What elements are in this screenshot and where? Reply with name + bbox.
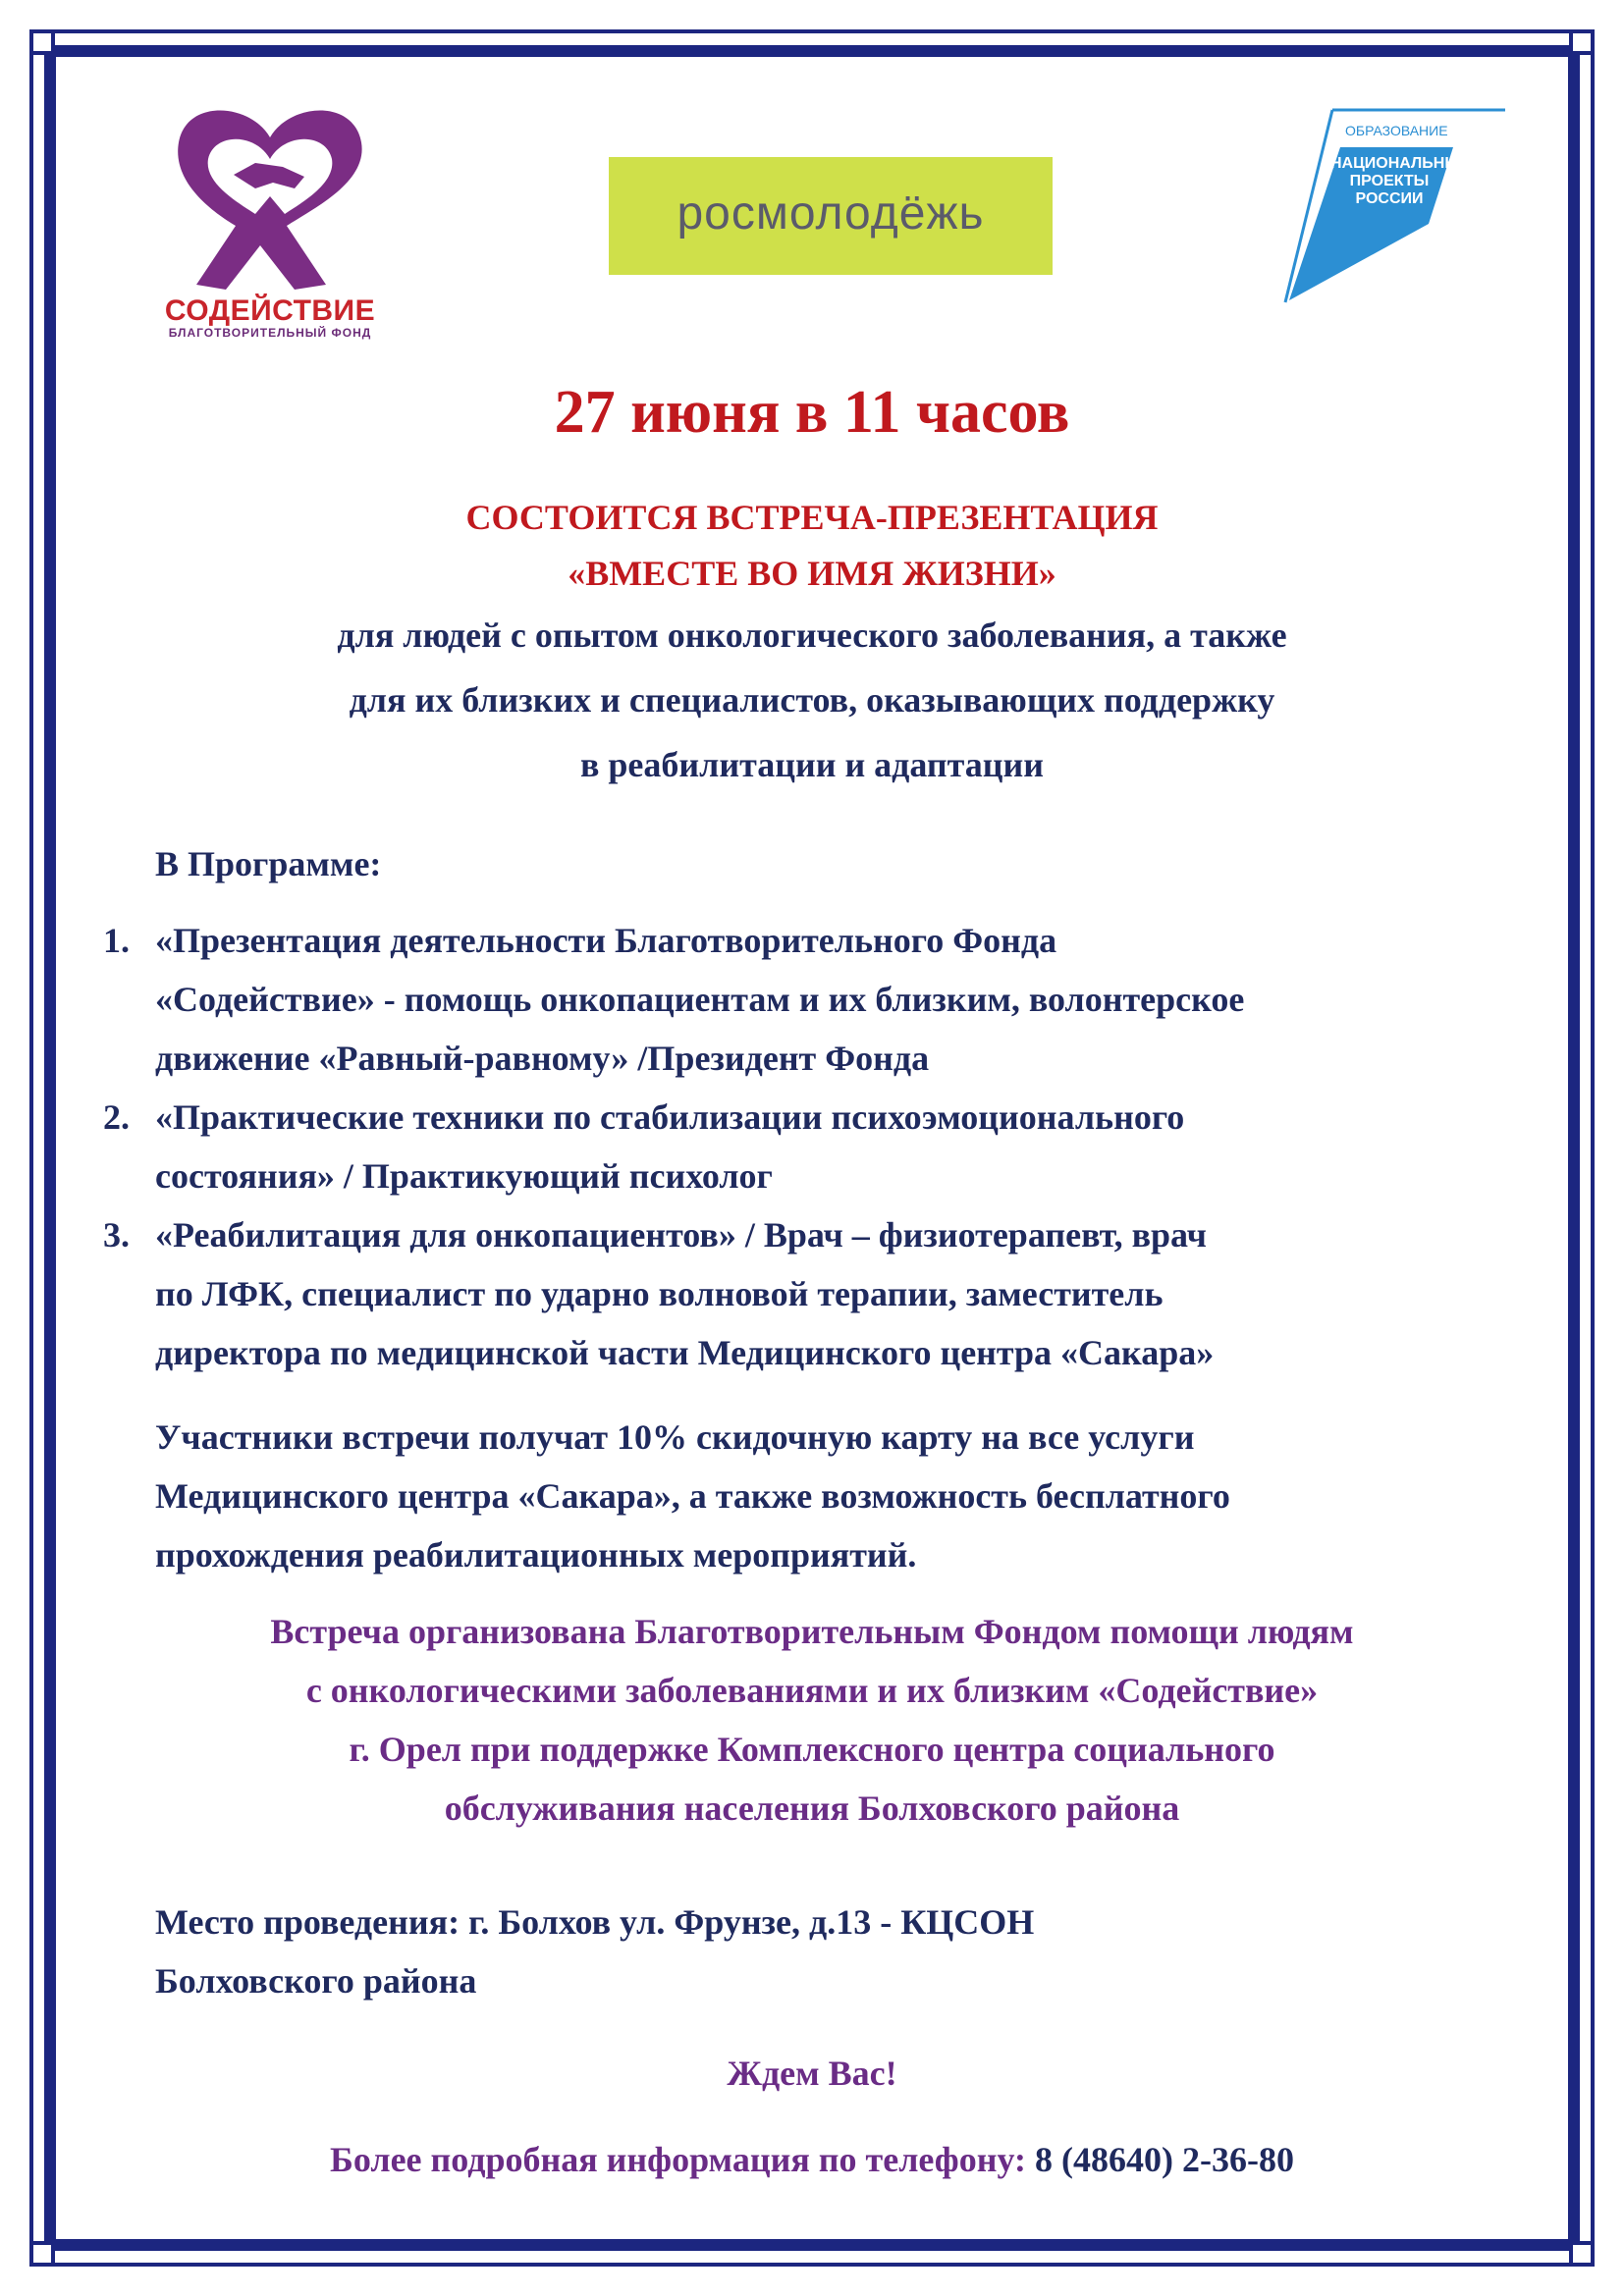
rosmolodezh-logo-text: росмолодёжь <box>677 187 985 240</box>
national-projects-edu-label: ОБРАЗОВАНИЕ <box>1345 123 1448 138</box>
venue-line: Место проведения: г. Болхов ул. Фрунзе, д.13 - КЦСОН <box>155 1902 1035 1942</box>
national-projects-line: РОССИИ <box>1355 190 1424 207</box>
discount-note-line: Участники встречи получат 10% скидочную карту на все услуги <box>155 1417 1195 1457</box>
program-item-line: директора по медицинской части Медицинского центра «Сакара» <box>155 1333 1215 1372</box>
discount-note-line: прохождения реабилитационных мероприятий. <box>155 1535 917 1575</box>
organizer-line: обслуживания населения Болховского района <box>444 1789 1180 1828</box>
sodeystvie-logo-name: СОДЕЙСТВИЕ <box>164 294 376 327</box>
sodeystvie-logo-subtitle: БЛАГОТВОРИТЕЛЬНЫЙ ФОНД <box>168 326 372 340</box>
program-item-line: состояния» / Практикующий психолог <box>155 1156 773 1196</box>
contact-info <box>98 2130 1526 2189</box>
event-title-line1: СОСТОИТСЯ ВСТРЕЧА-ПРЕЗЕНТАЦИЯ <box>465 498 1159 537</box>
national-projects-line: ПРОЕКТЫ <box>1349 173 1430 189</box>
program-list <box>103 911 1537 1382</box>
program-item-number: 3. <box>103 1215 130 1255</box>
program-item <box>103 1205 1537 1382</box>
program-item-line: «Презентация деятельности Благотворительного Фонда <box>155 921 1057 960</box>
program-item-line: «Содействие» - помощь онкопациентам и их близким, волонтерское <box>155 980 1245 1019</box>
program-item-line: по ЛФК, специалист по ударно волновой терапии, заместитель <box>155 1274 1164 1313</box>
event-title-line2: «ВМЕСТЕ ВО ИМЯ ЖИЗНИ» <box>568 554 1056 593</box>
sodeystvie-logo <box>157 98 383 344</box>
organizer-line: Встреча организована Благотворительным Фондом помощи людям <box>270 1612 1354 1651</box>
rosmolodezh-logo <box>609 157 1053 275</box>
contact-label: Более подробная информация по телефону: <box>330 2140 1026 2179</box>
program-item <box>103 1088 1537 1205</box>
frame-corner-top-right <box>1569 29 1595 55</box>
program-item-line: «Практические техники по стабилизации психоэмоционального <box>155 1097 1185 1137</box>
organizer-statement <box>98 1602 1526 1838</box>
organizer-line: г. Орел при поддержке Комплексного центра социального <box>349 1730 1275 1769</box>
program-item-line: «Реабилитация для онкопациентов» / Врач – физиотерапевт, врач <box>155 1215 1207 1255</box>
discount-note-line: Медицинского центра «Сакара», а также возможность бесплатного <box>155 1476 1230 1516</box>
national-projects-logo <box>1272 108 1507 304</box>
frame-corner-bottom-right <box>1569 2241 1595 2267</box>
program-item-number: 1. <box>103 921 130 960</box>
national-projects-line: НАЦИОНАЛЬНЫЕ <box>1330 155 1471 172</box>
frame-corner-bottom-left <box>29 2241 55 2267</box>
event-date: 27 июня в 11 часов <box>554 379 1070 446</box>
closing-greeting: Ждем Вас! <box>727 2054 897 2093</box>
program-heading: В Программе: <box>155 844 382 883</box>
event-audience-line: в реабилитации и адаптации <box>579 745 1045 784</box>
program-item-line: движение «Равный-равному» /Президент Фонда <box>155 1039 930 1078</box>
event-audience-line: для людей с опытом онкологического заболевания, а также <box>337 615 1287 655</box>
program-item-number: 2. <box>103 1097 130 1137</box>
program-item <box>103 911 1537 1088</box>
event-audience-line: для их близких и специалистов, оказывающих поддержку <box>349 680 1275 720</box>
national-projects-title <box>1330 155 1471 208</box>
frame-corner-top-left <box>29 29 55 55</box>
organizer-line: с онкологическими заболеваниями и их близким «Содействие» <box>305 1671 1319 1710</box>
discount-note <box>155 1408 1530 1584</box>
venue-line: Болховского района <box>155 1961 477 2001</box>
heart-ribbon-icon <box>157 98 383 294</box>
contact-phone: 8 (48640) 2-36-80 <box>1034 2140 1294 2179</box>
venue-info <box>155 1893 1530 2010</box>
